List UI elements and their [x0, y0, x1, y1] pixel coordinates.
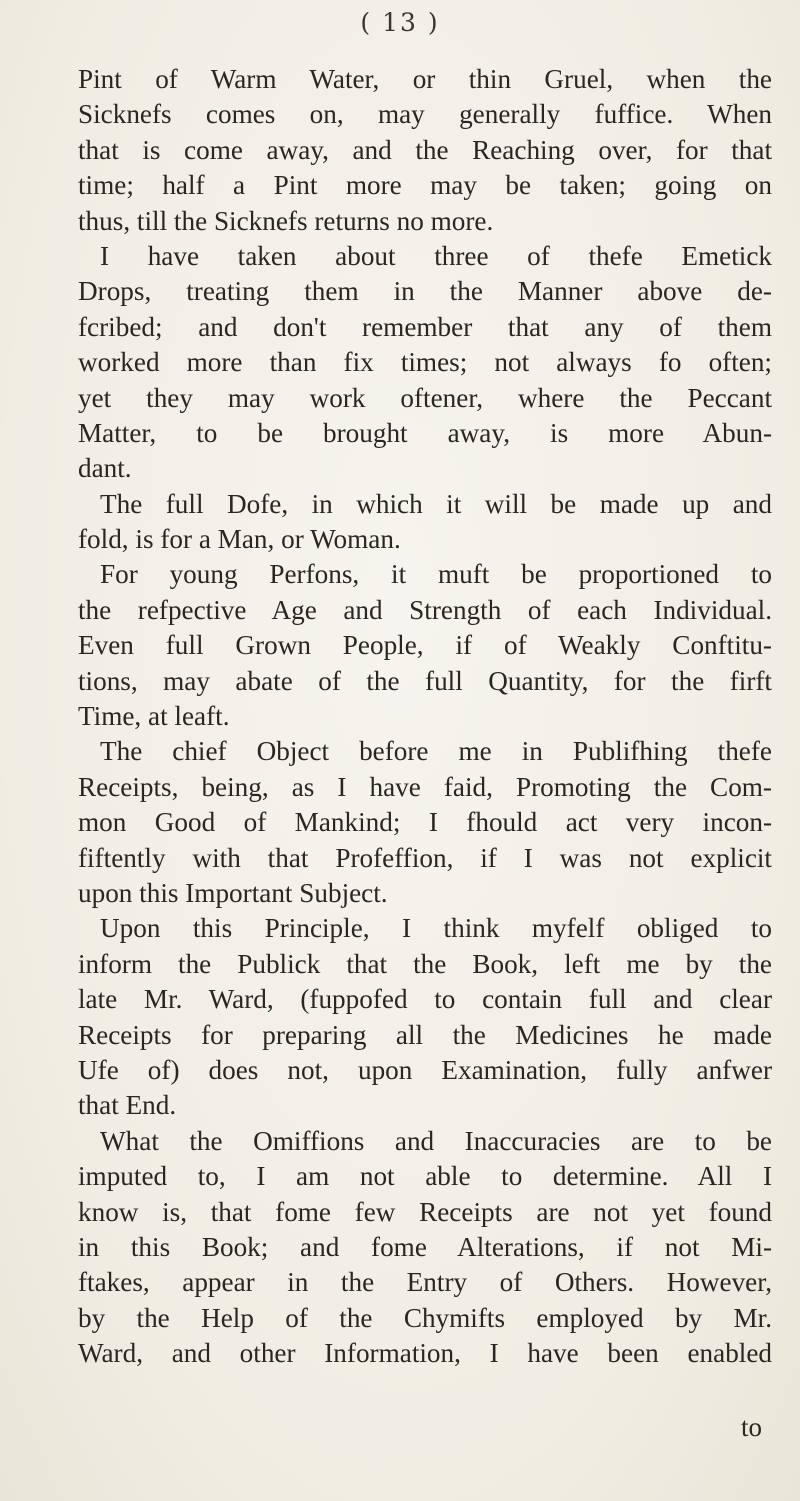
- text-line: fiftently with that Profeffion, if I was not explicit: [78, 842, 772, 873]
- text-line: thus, till the Sicknefs returns no more.: [78, 205, 494, 236]
- text-line: For young Perfons, it muft be proportioned to: [100, 559, 772, 590]
- text-line: yet they may work oftener, where the Peccant: [78, 382, 772, 413]
- text-line: Ward, and other Information, I have been enabled: [78, 1338, 772, 1369]
- text-line: know is, that fome few Receipts are not yet found: [78, 1196, 772, 1227]
- text-line: I have taken about three of thefe Emetick: [100, 240, 772, 271]
- body-text: [78, 62, 772, 1371]
- text-line: inform the Publick that the Book, left me by the: [78, 948, 772, 979]
- text-line: mon Good of Mankind; I fhould act very incon-: [78, 807, 772, 838]
- text-line: Ufe of) does not, upon Examination, fully anfwer: [78, 1054, 772, 1085]
- text-line: Receipts, being, as I have faid, Promoting the Com-: [78, 771, 772, 802]
- page-number: ( 13 ): [360, 8, 440, 37]
- text-line: Drops, treating them in the Manner above de-: [78, 276, 772, 307]
- text-line: late Mr. Ward, (fuppofed to contain full and clear: [78, 984, 772, 1015]
- catchword: to: [740, 1412, 762, 1442]
- text-line: Even full Grown People, if of Weakly Conftitu-: [78, 630, 772, 661]
- text-line: that is come away, and the Reaching over, for that: [78, 134, 772, 165]
- text-line: Matter, to be brought away, is more Abun-: [78, 417, 772, 448]
- text-line: time; half a Pint more may be taken; going on: [78, 170, 772, 201]
- text-line: What the Omiffions and Inaccuracies are to be: [100, 1125, 772, 1156]
- text-line: fcribed; and don't remember that any of them: [78, 311, 772, 342]
- text-line: that End.: [78, 1090, 177, 1121]
- text-line: in this Book; and fome Alterations, if not Mi-: [78, 1231, 772, 1262]
- text-line: The chief Object before me in Publifhing thefe: [100, 736, 772, 767]
- text-line: Time, at leaft.: [78, 701, 230, 732]
- text-line: tions, may abate of the full Quantity, for the firft: [78, 665, 772, 696]
- text-line: fold, is for a Man, or Woman.: [78, 524, 401, 555]
- text-line: Receipts for preparing all the Medicines he made: [78, 1019, 772, 1050]
- text-line: imputed to, I am not able to determine. All I: [78, 1161, 772, 1192]
- text-line: Upon this Principle, I think myfelf obliged to: [100, 913, 772, 944]
- text-line: The full Dofe, in which it will be made up and: [100, 488, 772, 519]
- text-line: ftakes, appear in the Entry of Others. However,: [78, 1267, 772, 1298]
- text-line: worked more than fix times; not always fo often;: [78, 347, 772, 378]
- text-line: Sicknefs comes on, may generally fuffice. When: [78, 99, 772, 130]
- text-line: Pint of Warm Water, or thin Gruel, when the: [78, 64, 772, 94]
- text-line: the refpective Age and Strength of each Individual.: [78, 594, 772, 625]
- text-line: upon this Important Subject.: [78, 877, 388, 908]
- text-line: by the Help of the Chymifts employed by Mr.: [78, 1302, 772, 1333]
- text-line: dant.: [78, 453, 132, 484]
